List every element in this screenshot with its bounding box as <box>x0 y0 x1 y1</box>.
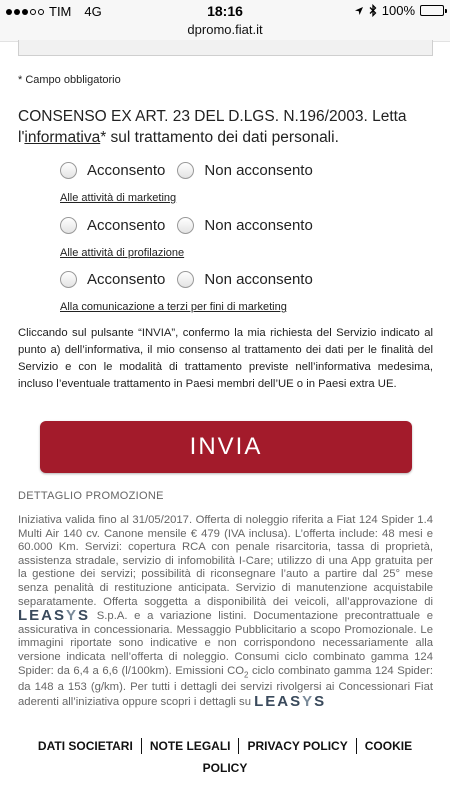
footer-links <box>0 735 450 779</box>
radio-label: Non acconsento <box>204 271 313 288</box>
consent-marketing-accept[interactable] <box>60 162 165 179</box>
url-text: dpromo.fiat.it <box>187 22 263 37</box>
consent-profiling-decline[interactable] <box>177 217 312 234</box>
page-content <box>0 42 450 800</box>
battery-percent: 100% <box>381 3 415 18</box>
footer-link-cookie-policy-line2[interactable]: POLICY <box>202 761 248 775</box>
promo-details <box>18 514 433 710</box>
leasys-logo: LEASYS <box>18 607 91 625</box>
consent-third-party-link[interactable]: Alla comunicazione a terzi per fini di marketing <box>60 301 287 313</box>
text-area-bottom-edge[interactable] <box>18 40 433 56</box>
status-right <box>354 3 444 18</box>
promo-text-part: Iniziativa valida fino al 31/05/2017. Offerta di noleggio riferita a Fiat 124 Spider 1.4 Multi Air 140 cv. Canone mensile € 479 (IVA inclusa). L’offerta include: 48 mesi e 60.000 Km. Servizi: copertura RCA con penale risarcitoria, tassa di proprietà, assistenza stradale, servizio di infomobilità I-Care; utilizzo di una App gratuita per la gestione dei servizi; possibilità di riconsegnare l’auto a partire dal 25° mese senza penalità di restituzione anticipata. Servizio di manutenzione acquistabile separatamente. Offerta soggetta a disponibilità dei veicoli, all’approvazione di <box>18 514 433 608</box>
bluetooth-icon <box>369 4 377 17</box>
status-bar <box>0 0 450 22</box>
consent-marketing-decline[interactable] <box>177 162 312 179</box>
promo-text-part: S.p.A. e a variazione listini. Documentazione precontrattuale e assicurativa in concessionaria. Messaggio Pubblicitario a scopo Promozionale. Le immagini riportate sono indicative e non corrispondono necessariamente alla versione indicata nell’offerta di noleggio. Consumi ciclo combinato gamma 124 Spider: da 6,4 a 6,6 (l/100km). Emissioni CO <box>18 610 433 677</box>
leasys-link-logo[interactable]: LEASYS <box>254 692 327 710</box>
radio-label: Acconsento <box>87 162 166 179</box>
radio-button[interactable] <box>177 162 194 179</box>
footer-link-cookie-policy[interactable]: COOKIE <box>364 739 413 753</box>
consent-heading-suffix: * sul trattamento dei dati personali. <box>100 129 339 146</box>
footer-link-privacy-policy[interactable]: PRIVACY POLICY <box>247 739 348 753</box>
consent-profiling-accept[interactable] <box>60 217 165 234</box>
submit-button[interactable]: INVIA <box>40 421 412 473</box>
footer-link-dati-societari[interactable]: DATI SOCIETARI <box>37 739 133 753</box>
co2-subscript: 2 <box>244 669 249 679</box>
promo-text-part: ciclo combinato gamma 124 Spider: da 148 a 153 (g/km). Per tutti i dettagli dei servizi rivolgersi ai Concessionari Fiat aderenti all’iniziativa oppure scopri i dettagli su <box>18 664 433 708</box>
radio-label: Acconsento <box>87 271 166 288</box>
radio-button[interactable] <box>60 217 77 234</box>
consent-profiling-link[interactable]: Alle attività di profilazione <box>60 247 185 259</box>
consent-heading-text: CONSENSO EX ART. 23 DEL D.LGS. N.196/2003. Letta l' <box>18 108 407 146</box>
radio-label: Non acconsento <box>204 217 313 234</box>
consent-third-party-options <box>60 271 313 288</box>
carrier-label: TIM <box>49 4 72 19</box>
consent-third-party-accept[interactable] <box>60 271 165 288</box>
battery-icon <box>420 5 444 16</box>
radio-button[interactable] <box>60 162 77 179</box>
footer-link-note-legali[interactable]: NOTE LEGALI <box>149 739 231 753</box>
submit-disclaimer: Cliccando sul pulsante “INVIA”, confermo la mia richiesta del Servizio indicato al punto a) dell’informativa, il mio consenso al trattamento dei dati per le finalità del Servizio e con le modalità di trattamento previste nell’informativa medesima, incluso l’eventuale trattamento in Paesi membri dell’UE o in Paesi extra UE. <box>18 327 433 390</box>
consent-third-party-decline[interactable] <box>177 271 312 288</box>
radio-button[interactable] <box>60 271 77 288</box>
clock: 18:16 <box>207 3 243 19</box>
promo-heading: DETTAGLIO PROMOZIONE <box>18 490 164 502</box>
address-bar[interactable] <box>0 22 450 42</box>
location-arrow-icon <box>354 6 364 16</box>
consent-marketing-options <box>60 162 313 179</box>
radio-label: Acconsento <box>87 217 166 234</box>
radio-button[interactable] <box>177 271 194 288</box>
consent-profiling-options <box>60 217 313 234</box>
radio-button[interactable] <box>177 217 194 234</box>
network-label: 4G <box>84 4 102 19</box>
consent-heading <box>18 106 438 148</box>
required-field-note: * Campo obbligatorio <box>18 74 121 86</box>
radio-label: Non acconsento <box>204 162 313 179</box>
consent-marketing-link[interactable]: Alle attività di marketing <box>60 192 177 204</box>
informativa-link[interactable]: informativa <box>24 129 101 146</box>
